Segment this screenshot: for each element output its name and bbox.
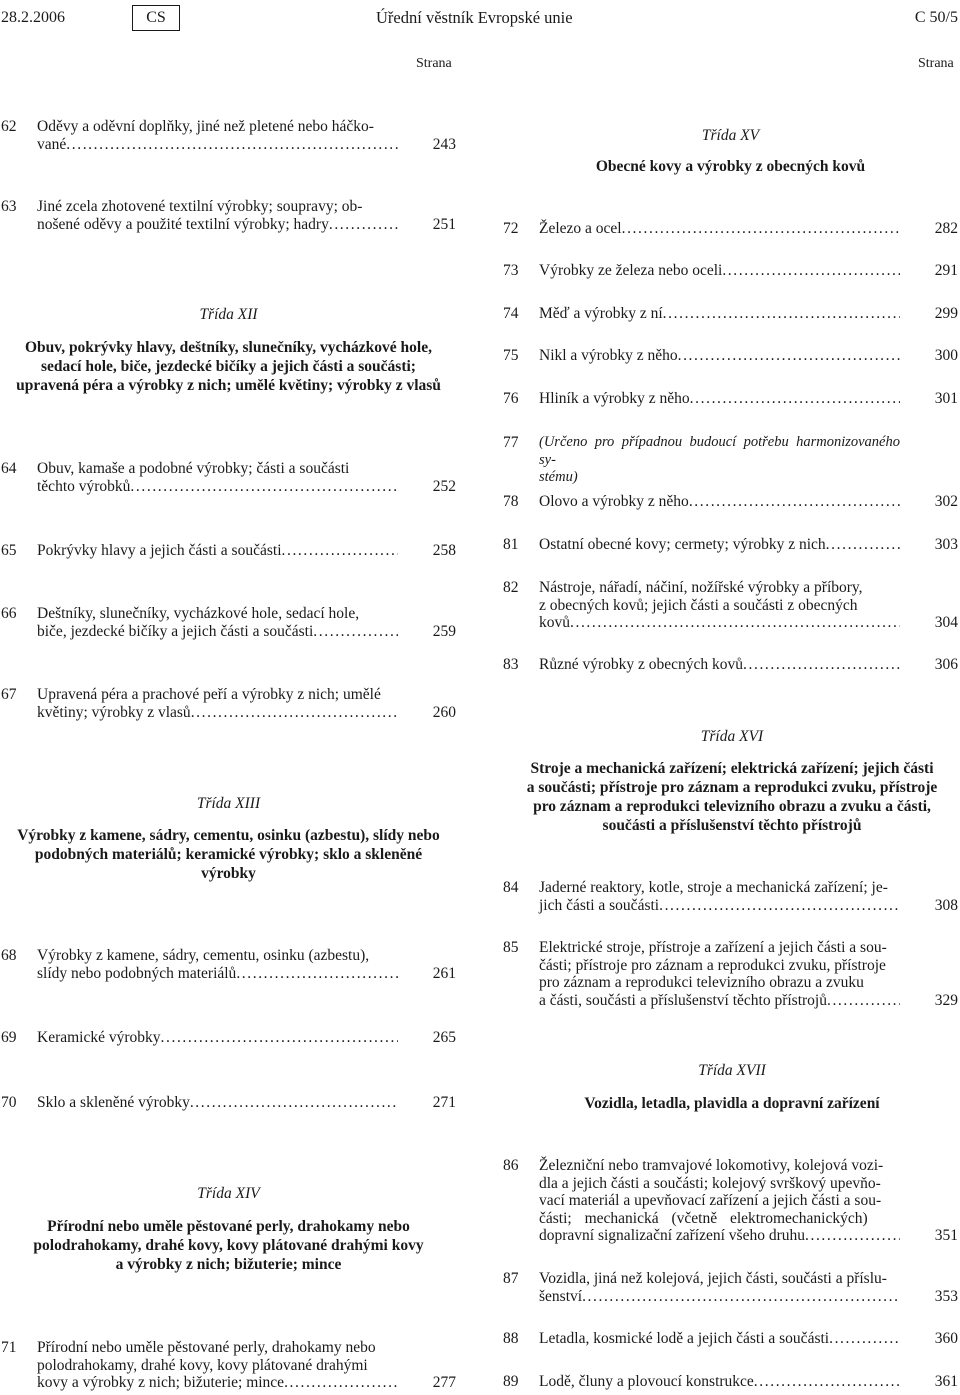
- entry-text: Deštníky, slunečníky, vycházkové hole, sedací hole,: [37, 605, 360, 622]
- chapter-number: 76: [503, 390, 519, 407]
- journal-page-number: C 50/5: [914, 9, 958, 26]
- right-column: [503, 0, 958, 1395]
- page-number: 252: [432, 477, 456, 495]
- page-number: 261: [432, 964, 456, 982]
- entry-text: Železniční nebo tramvajové lokomotivy, kolejová vozi-: [539, 1157, 884, 1174]
- chapter-number: 81: [503, 536, 519, 553]
- entry-text: Různé výrobky z obecných kovů: [539, 656, 744, 673]
- leader-dots: [313, 623, 398, 641]
- chapter-number: 87: [503, 1270, 519, 1287]
- entry-text: Výrobky ze železa nebo oceli: [539, 262, 723, 279]
- chapter-number: 83: [503, 656, 519, 673]
- page-number: 329: [934, 991, 958, 1009]
- entry-text: Měď a výrobky z ní: [539, 305, 663, 322]
- class-title: Obecné kovy a výrobky z obecných kovů: [595, 157, 866, 175]
- chapter-number: 77: [503, 434, 519, 451]
- page-number: 302: [934, 493, 958, 510]
- page-number: 271: [432, 1094, 456, 1111]
- language-code: CS: [132, 5, 180, 31]
- entry-text: Elektrické stroje, přístroje a zařízení a jejich části a sou-: [539, 939, 887, 956]
- page-number: 299: [934, 305, 958, 322]
- issue-date: 28.2.2006: [1, 9, 65, 26]
- entry-text: dopravní signalizační zařízení všeho druhu: [539, 1227, 805, 1244]
- page-number: 259: [432, 622, 456, 640]
- leader-dots: [829, 1330, 900, 1348]
- chapter-number: 88: [503, 1330, 519, 1347]
- chapter-number: 85: [503, 939, 519, 956]
- section-class-xiv: [1, 1185, 456, 1274]
- leader-dots: [284, 1374, 398, 1392]
- entry-text: nošené oděvy a použité textilní výrobky; hadry: [37, 215, 329, 233]
- left-column: [1, 0, 456, 1395]
- entry-text: Ostatní obecné kovy; cermety; výrobky z nich: [539, 536, 826, 553]
- entry-text: Hliník a výrobky z něho: [539, 390, 690, 407]
- entry-text: polodrahokamy, drahé kovy, kovy plátované drahými: [37, 1356, 368, 1374]
- entry-text: Výrobky z kamene, sádry, cementu, osinku (azbestu),: [37, 947, 370, 964]
- entry-text: Jiné zcela zhotovené textilní výrobky; soupravy; ob-: [37, 198, 363, 215]
- strana-label-left: Strana: [416, 56, 452, 71]
- leader-dots: [689, 493, 900, 511]
- page-number: 258: [432, 542, 456, 559]
- section-class-xv: [503, 127, 958, 176]
- chapter-number: 68: [1, 947, 17, 964]
- entry-text: Lodě, čluny a plovoucí konstrukce: [539, 1373, 754, 1390]
- class-title: Vozidla, letadla, plavidla a dopravní zařízení: [584, 1094, 880, 1112]
- section-class-xii: [1, 306, 456, 395]
- chapter-number: 75: [503, 347, 519, 364]
- leader-dots: [659, 897, 900, 915]
- entry-text: Železo a ocel: [539, 220, 622, 237]
- page-number: 260: [432, 703, 456, 721]
- chapter-number: 84: [503, 879, 519, 896]
- strana-label-right: Strana: [918, 56, 954, 71]
- leader-dots: [329, 216, 398, 234]
- leader-dots: [678, 347, 900, 365]
- leader-dots: [66, 136, 398, 154]
- entry-text: vané: [37, 135, 67, 153]
- entry-text: Letadla, kosmické lodě a jejich části a součásti: [539, 1330, 830, 1347]
- chapter-number: 72: [503, 220, 519, 237]
- class-title: Výrobky z kamene, sádry, cementu, osinku (azbestu), slídy nebo podobných materiálů; keramické výrobky; sklo a skleněné výrobky: [17, 826, 440, 882]
- leader-dots: [622, 220, 900, 238]
- entry-text: biče, jezdecké bičíky a jejich části a součásti: [37, 622, 314, 640]
- entry-text: Sklo a skleněné výrobky: [37, 1094, 190, 1111]
- entry-text: slídy nebo podobných materiálů: [37, 964, 237, 982]
- leader-dots: [282, 542, 399, 560]
- chapter-number: 67: [1, 686, 17, 703]
- entry-text: Vozidla, jiná než kolejová, jejich části, součásti a příslu-: [539, 1270, 887, 1287]
- entry-text: Oděvy a oděvní doplňky, jiné než pletené nebo háčko-: [37, 118, 374, 135]
- page-number: 282: [934, 220, 958, 237]
- leader-dots: [663, 305, 900, 323]
- chapter-number: 64: [1, 460, 17, 477]
- entry-text: Nikl a výrobky z něho: [539, 347, 678, 364]
- entry-text: části; přístroje pro záznam a reprodukci zvuku, přístroje: [539, 956, 886, 974]
- entry-text: Pokrývky hlavy a jejich části a součásti: [37, 542, 282, 559]
- class-label: Třída XVII: [698, 1062, 766, 1079]
- leader-dots: [805, 1227, 900, 1245]
- chapter-number: 66: [1, 605, 17, 622]
- class-title: Přírodní nebo uměle pěstované perly, drahokamy nebo polodrahokamy, drahé kovy, kovy plátované drahými kovy a výrobky z nich; bižuterie; mince: [33, 1217, 424, 1273]
- entry-text: dla a jejich části a součásti; kolejový svrškový upevňo-: [539, 1174, 881, 1192]
- entry-text: jich části a součásti: [539, 896, 660, 914]
- chapter-number: 69: [1, 1029, 17, 1046]
- leader-dots: [130, 478, 398, 496]
- chapter-number: 63: [1, 198, 17, 215]
- entry-text: Olovo a výrobky z něho: [539, 493, 689, 510]
- entry-text: vací materiál a upevňovací zařízení a jejich části a sou-: [539, 1192, 882, 1209]
- chapter-number: 62: [1, 118, 17, 135]
- section-class-xvii: [503, 1062, 960, 1113]
- class-label: Třída XVI: [700, 728, 764, 745]
- leader-dots: [190, 1094, 398, 1112]
- entry-text: a části, součásti a příslušenství těchto přístrojů: [539, 991, 827, 1009]
- section-class-xiii: [1, 795, 456, 883]
- leader-dots: [161, 1029, 398, 1047]
- chapter-number: 82: [503, 579, 519, 596]
- entry-text: Upravená péra a prachové peří a výrobky z nich; umělé: [37, 686, 381, 703]
- entry-text: květiny; výrobky z vlasů: [37, 703, 191, 721]
- entry-text: Keramické výrobky: [37, 1029, 161, 1046]
- class-title: Stroje a mechanická zařízení; elektrická zařízení; jejich části a součásti; přístroje pro záznam a reprodukci zvuku, přístroje pro záznam a reprodukci televizního obrazu a zvuku a části, součásti a příslušenství těchto přístrojů: [526, 759, 938, 834]
- leader-dots: [236, 965, 398, 983]
- chapter-number: 86: [503, 1157, 519, 1174]
- page-number: 353: [934, 1287, 958, 1305]
- page-number: 303: [934, 536, 958, 553]
- leader-dots: [722, 262, 900, 280]
- section-class-xvi: [503, 728, 960, 835]
- page-number: 300: [934, 347, 958, 364]
- page-number: 251: [432, 215, 456, 233]
- chapter-number: 71: [1, 1339, 17, 1356]
- entry-text: části; mechanická (včetně elektromechanických): [539, 1209, 868, 1227]
- entry-text: Obuv, kamaše a podobné výrobky; části a součásti: [37, 460, 350, 477]
- page-number: 265: [432, 1029, 456, 1046]
- page-number: 308: [934, 896, 958, 914]
- leader-dots: [582, 1288, 900, 1306]
- chapter-number: 78: [503, 493, 519, 510]
- leader-dots: [191, 704, 398, 722]
- chapter-number: 74: [503, 305, 519, 322]
- leader-dots: [826, 536, 900, 554]
- entry-text: z obecných kovů; jejich části a součásti z obecných: [539, 596, 858, 614]
- entry-text: těchto výrobků: [37, 477, 131, 495]
- entry-text: Přírodní nebo uměle pěstované perly, drahokamy nebo: [37, 1339, 376, 1356]
- class-label: Třída XV: [701, 127, 760, 144]
- chapter-number: 73: [503, 262, 519, 279]
- entry-text: Nástroje, nářadí, náčiní, nožířské výrobky a příbory,: [539, 579, 863, 596]
- page-number: 361: [934, 1373, 958, 1390]
- journal-title: Úřední věstník Evropské unie: [376, 8, 573, 27]
- entry-text: pro záznam a reprodukci televizního obrazu a zvuku: [539, 974, 864, 991]
- entry-text: šenství: [539, 1287, 583, 1305]
- class-title: Obuv, pokrývky hlavy, deštníky, slunečníky, vycházkové hole, sedací hole, biče, jezdecké bičíky a jejich části a součásti; upravená péra a výrobky z nich; umělé květiny; výrobky z vlasů: [16, 338, 441, 394]
- chapter-number: 89: [503, 1373, 519, 1390]
- chapter-number: 65: [1, 542, 17, 559]
- page-number: 360: [934, 1330, 958, 1347]
- leader-dots: [827, 992, 900, 1010]
- leader-dots: [743, 656, 900, 674]
- page-number: 306: [934, 656, 958, 673]
- entry-text: stému): [539, 469, 578, 485]
- page-number: 291: [934, 262, 958, 279]
- page-number: 277: [432, 1374, 456, 1391]
- entry-text: kovů: [539, 614, 570, 631]
- entry-text: kovy a výrobky z nich; bižuterie; mince: [37, 1374, 285, 1391]
- leader-dots: [690, 390, 900, 408]
- class-label: Třída XII: [199, 306, 258, 323]
- page-number: 243: [432, 135, 456, 153]
- entry-text: Jaderné reaktory, kotle, stroje a mechanická zařízení; je-: [539, 879, 888, 896]
- entry-text: (Určeno pro případnou budoucí potřebu harmonizovaného sy-: [539, 434, 900, 468]
- chapter-number: 70: [1, 1094, 17, 1111]
- page-number: 351: [934, 1227, 958, 1244]
- page-number: 301: [934, 390, 958, 407]
- leader-dots: [754, 1373, 900, 1391]
- page-number: 304: [934, 614, 958, 631]
- class-label: Třída XIV: [197, 1185, 260, 1202]
- leader-dots: [570, 614, 900, 632]
- class-label: Třída XIII: [196, 795, 261, 812]
